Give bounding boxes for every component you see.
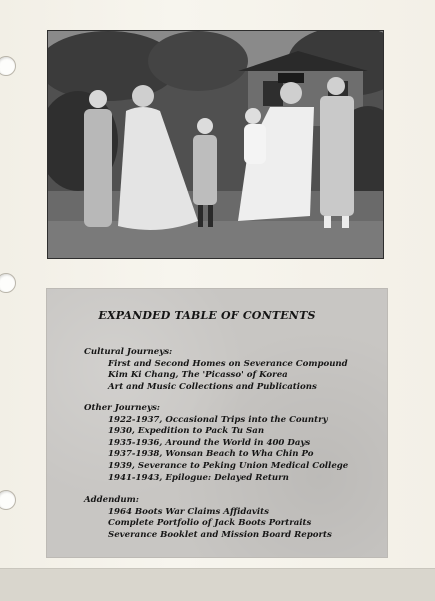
toc-entry: 1930, Expedition to Pack Tu San [108,426,265,437]
page-bottom-edge [0,568,435,601]
toc-entry: 1964 Boots War Claims Affidavits [108,506,269,517]
toc-entry: Severance Booklet and Mission Board Reports [108,529,332,540]
toc-entry: 1937-1938, Wonsan Beach to Wha Chin Po [108,449,314,460]
family-photograph-illustration [48,31,383,258]
toc-section-cultural-journeys [84,347,348,393]
toc-section-other-journeys [84,403,348,484]
toc-entry: Kim Ki Chang, The 'Picasso' of Korea [108,370,288,381]
toc-entry: Art and Music Collections and Publications [108,381,317,392]
toc-section-heading: Other Journeys: [84,403,160,413]
toc-entry: 1922-1937, Occasional Trips into the Country [108,414,328,425]
table-of-contents-card [47,289,387,557]
toc-entry: 1935-1936, Around the World in 400 Days [108,437,311,448]
toc-section-heading: Cultural Journeys: [84,347,173,357]
binder-hole [0,56,16,76]
toc-title: EXPANDED TABLE OF CONTENTS [98,309,316,322]
binder-hole [0,490,16,510]
toc-section-addendum [84,495,332,541]
toc-entry: 1939, Severance to Peking Union Medical College [108,460,349,471]
toc-section-heading: Addendum: [84,495,139,505]
toc-entry: 1941-1943, Epilogue: Delayed Return [108,472,289,483]
toc-entry: First and Second Homes on Severance Compound [108,358,348,369]
binder-hole [0,273,16,293]
toc-entry: Complete Portfolio of Jack Boots Portraits [108,518,312,529]
family-photograph [47,30,384,259]
